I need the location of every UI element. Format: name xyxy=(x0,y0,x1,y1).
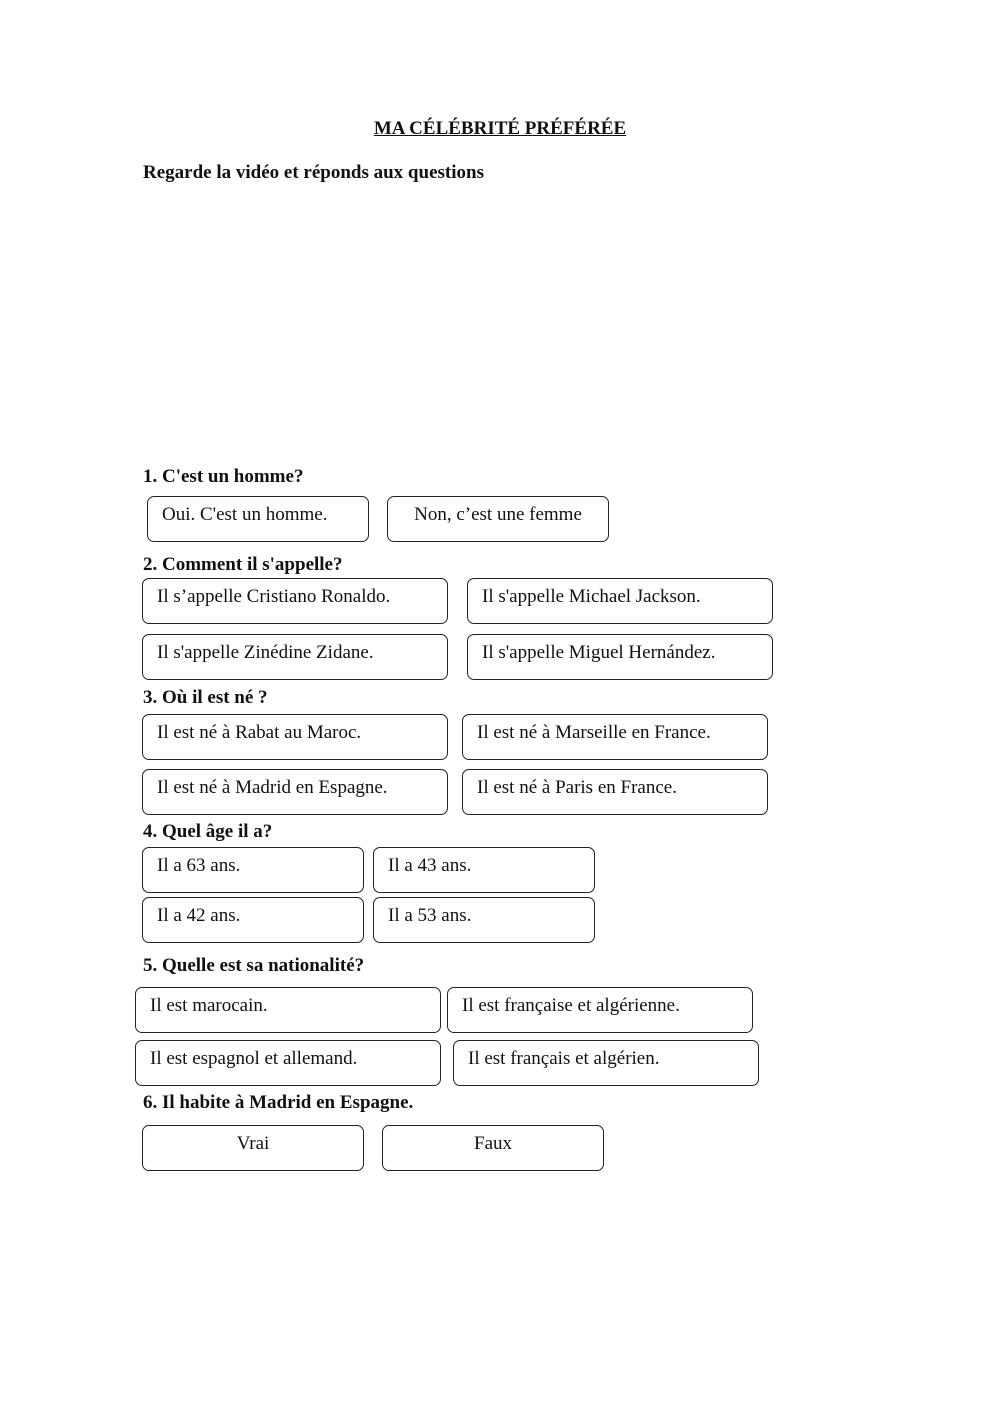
video-area[interactable] xyxy=(143,200,857,450)
answer-option[interactable]: Il est marocain. xyxy=(135,987,441,1033)
question-6: 6. Il habite à Madrid en Espagne. xyxy=(143,1092,414,1113)
question-2: 2. Comment il s'appelle? xyxy=(143,554,343,575)
answer-option[interactable]: Il est né à Madrid en Espagne. xyxy=(142,769,448,815)
answer-option[interactable]: Il s'appelle Miguel Hernández. xyxy=(467,634,773,680)
answer-option[interactable]: Il est espagnol et allemand. xyxy=(135,1040,441,1086)
answer-option[interactable]: Il est né à Rabat au Maroc. xyxy=(142,714,448,760)
answer-option[interactable]: Il a 63 ans. xyxy=(142,847,364,893)
false-button[interactable]: Faux xyxy=(382,1125,604,1171)
answer-option[interactable]: Il a 43 ans. xyxy=(373,847,595,893)
answer-option[interactable]: Il est français et algérien. xyxy=(453,1040,759,1086)
question-4: 4. Quel âge il a? xyxy=(143,821,273,842)
true-button[interactable]: Vrai xyxy=(142,1125,364,1171)
answer-option[interactable]: Il est né à Marseille en France. xyxy=(462,714,768,760)
question-1: 1. C'est un homme? xyxy=(143,466,304,487)
answer-option[interactable]: Il s’appelle Cristiano Ronaldo. xyxy=(142,578,448,624)
question-3: 3. Où il est né ? xyxy=(143,687,268,708)
answer-option[interactable]: Il s'appelle Michael Jackson. xyxy=(467,578,773,624)
answer-option[interactable]: Il est française et algérienne. xyxy=(447,987,753,1033)
answer-option[interactable]: Il a 53 ans. xyxy=(373,897,595,943)
instruction-text: Regarde la vidéo et réponds aux questions xyxy=(143,162,484,183)
answer-option[interactable]: Il a 42 ans. xyxy=(142,897,364,943)
answer-option[interactable]: Il est né à Paris en France. xyxy=(462,769,768,815)
answer-option[interactable]: Oui. C'est un homme. xyxy=(147,496,369,542)
answer-option[interactable]: Il s'appelle Zinédine Zidane. xyxy=(142,634,448,680)
worksheet-title: MA CÉLÉBRITÉ PRÉFÉRÉE xyxy=(373,118,627,139)
answer-option[interactable]: Non, c’est une femme xyxy=(387,496,609,542)
question-5: 5. Quelle est sa nationalité? xyxy=(143,955,365,976)
